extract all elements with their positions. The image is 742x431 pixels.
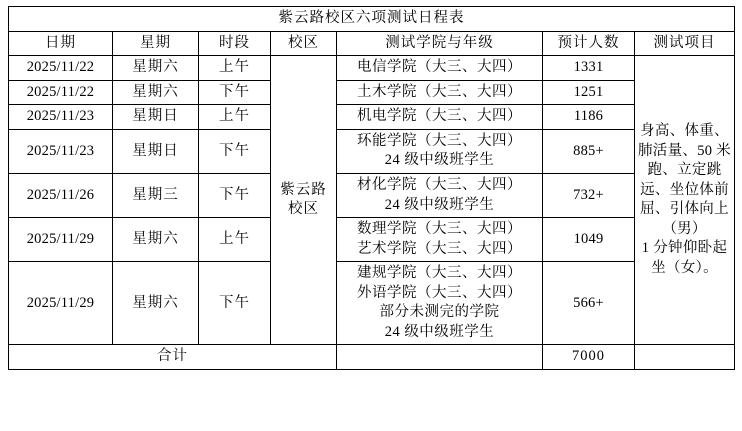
column-header-weekday: 星期: [113, 31, 199, 56]
table-row: [9, 262, 735, 345]
cell-date: 2025/11/22: [9, 56, 113, 81]
cell-test-items: [635, 56, 735, 345]
cell-period: 上午: [199, 218, 271, 262]
total-label: 合计: [9, 345, 337, 370]
cell-period: 下午: [199, 262, 271, 345]
cell-period: 下午: [199, 129, 271, 173]
cell-date: 2025/11/22: [9, 80, 113, 105]
cell-college: [337, 105, 543, 130]
college-line: 环能学院（大三、大四）: [357, 132, 522, 149]
cell-period: 下午: [199, 173, 271, 217]
column-header-items: 测试项目: [635, 31, 735, 56]
column-header-date: 日期: [9, 31, 113, 56]
college-line: 电信学院（大三、大四）: [357, 59, 522, 76]
cell-count: 1186: [543, 105, 635, 130]
college-line: 数理学院（大三、大四）: [357, 221, 522, 238]
page-title: 紫云路校区六项测试日程表: [9, 7, 735, 32]
cell-weekday: 星期六: [113, 56, 199, 81]
cell-college: [337, 80, 543, 105]
cell-period: 上午: [199, 56, 271, 81]
test-item-line: 肺活量、50 米: [638, 142, 732, 159]
cell-weekday: 星期六: [113, 218, 199, 262]
table-row: [9, 129, 735, 173]
college-line: 机电学院（大三、大四）: [357, 108, 522, 125]
total-spacer: [337, 345, 543, 370]
cell-date: 2025/11/26: [9, 173, 113, 217]
college-line: 24 级中级班学生: [384, 196, 495, 213]
college-line: 外语学院（大三、大四）: [357, 284, 522, 301]
college-line: 土木学院（大三、大四）: [357, 83, 522, 100]
test-item-line-male: （男）: [662, 220, 707, 237]
cell-count: 1251: [543, 80, 635, 105]
cell-date: 2025/11/23: [9, 105, 113, 130]
table-row: [9, 80, 735, 105]
table-row: [9, 56, 735, 81]
test-item-line: 跑、立定跳: [647, 162, 722, 179]
cell-college: [337, 262, 543, 345]
total-value: 7000: [543, 345, 635, 370]
cell-period: 下午: [199, 80, 271, 105]
college-line: 艺术学院（大三、大四）: [357, 240, 522, 257]
cell-college: [337, 56, 543, 81]
cell-date: 2025/11/23: [9, 129, 113, 173]
cell-weekday: 星期六: [113, 262, 199, 345]
cell-weekday: 星期日: [113, 105, 199, 130]
column-header-count: 预计人数: [543, 31, 635, 56]
table-row: [9, 173, 735, 217]
college-line: 部分未测完的学院: [379, 304, 500, 321]
campus-line-2: 校区: [288, 201, 319, 218]
test-item-line: 屈、引体向上: [640, 201, 729, 218]
cell-campus: [271, 56, 337, 345]
table-row: [9, 105, 735, 130]
cell-count: 885+: [543, 129, 635, 173]
cell-count: 566+: [543, 262, 635, 345]
college-line: 材化学院（大三、大四）: [357, 176, 522, 193]
test-item-line: 1 分钟仰卧起: [641, 240, 728, 257]
cell-date: 2025/11/29: [9, 218, 113, 262]
total-spacer-right: [635, 345, 735, 370]
test-item-line: 身高、体重、: [640, 123, 729, 140]
table-title-row: [9, 7, 735, 32]
cell-weekday: 星期日: [113, 129, 199, 173]
campus-line-1: 紫云路: [280, 181, 327, 198]
column-header-period: 时段: [199, 31, 271, 56]
college-line: 24 级中级班学生: [384, 152, 495, 169]
test-item-line: 坐（女）。: [651, 259, 718, 276]
cell-weekday: 星期六: [113, 80, 199, 105]
table-total-row: [9, 345, 735, 370]
schedule-table: [8, 6, 735, 370]
cell-count: 1331: [543, 56, 635, 81]
college-line: 建规学院（大三、大四）: [357, 265, 522, 282]
cell-date: 2025/11/29: [9, 262, 113, 345]
cell-college: [337, 173, 543, 217]
table-header-row: [9, 31, 735, 56]
cell-period: 上午: [199, 105, 271, 130]
cell-weekday: 星期三: [113, 173, 199, 217]
cell-count: 732+: [543, 173, 635, 217]
column-header-campus: 校区: [271, 31, 337, 56]
cell-college: [337, 218, 543, 262]
college-line: 24 级中级班学生: [384, 323, 495, 340]
table-row: [9, 218, 735, 262]
column-header-college: 测试学院与年级: [337, 31, 543, 56]
cell-college: [337, 129, 543, 173]
cell-count: 1049: [543, 218, 635, 262]
test-item-line: 远、坐位体前: [640, 181, 729, 198]
